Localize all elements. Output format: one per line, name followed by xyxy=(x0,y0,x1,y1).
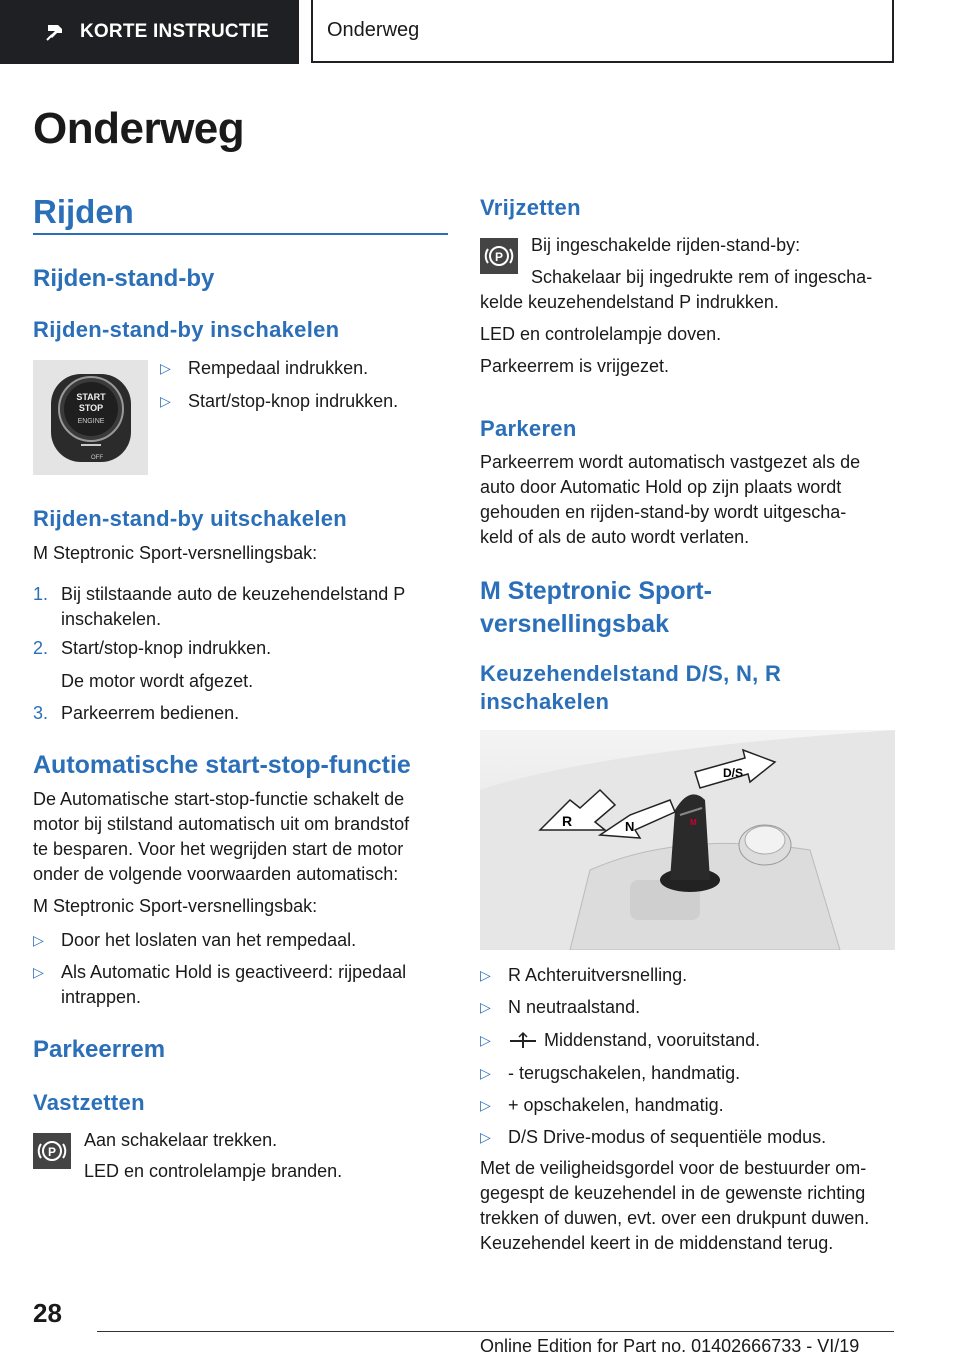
triangle-bullet-icon: ▷ xyxy=(480,1032,491,1048)
vastzetten-line-2: LED en controlelampje branden. xyxy=(84,1161,343,1181)
list-item: 2. Start/stop-knop indrukken. xyxy=(33,638,272,658)
pin-icon xyxy=(44,21,66,43)
button-off-text: OFF xyxy=(91,455,103,461)
list-item: 1. Bij stilstaande auto de keuzehendelstand P inschakelen. xyxy=(33,584,406,629)
parking-brake-icon xyxy=(480,238,518,274)
chapter-tab-label: Onderweg xyxy=(327,19,420,41)
gear-middle-icon xyxy=(508,1031,538,1051)
lever-m-text: M xyxy=(690,818,697,827)
heading-msteptronic: M Steptronic Sport- versnellingsbak xyxy=(480,577,712,638)
button-start-text: START xyxy=(76,392,106,402)
page-number: 28 xyxy=(33,1298,62,1328)
svg-text:R: R xyxy=(562,813,573,829)
button-engine-text: ENGINE xyxy=(77,418,105,425)
triangle-bullet-icon: ▷ xyxy=(33,964,44,980)
list-item: ▷ - terugschakelen, handmatig. xyxy=(480,1061,895,1086)
triangle-bullet-icon: ▷ xyxy=(480,1097,491,1113)
list-item: ▷ Als Automatic Hold is geactiveerd: rijpedaal intrappen. xyxy=(33,960,448,1010)
list-item: ▷ D/S Drive-modus of sequentiële modus. xyxy=(480,1125,895,1150)
triangle-bullet-icon: ▷ xyxy=(33,932,44,948)
list-item: 3. Parkeerrem bedienen. xyxy=(33,703,240,723)
parkeren-text: Parkeerrem wordt automatisch vastgezet als de auto door Automatic Hold op zijn plaats wordt gehouden en rijden-stand-by wordt uitgescha- keld of als de auto wordt verlaten. xyxy=(480,452,861,547)
list-item: ▷ Start/stop-knop indrukken. xyxy=(160,389,450,414)
vrijzetten-line-1: Bij ingeschakelde rijden-stand-by: xyxy=(531,235,801,255)
triangle-bullet-icon: ▷ xyxy=(480,967,491,983)
list-item: ▷ R Achteruitversnelling. xyxy=(480,963,895,988)
heading-vrijzetten: Vrijzetten xyxy=(480,195,581,220)
start-stop-button-image xyxy=(33,360,148,475)
heading-standby-on: Rijden-stand-by inschakelen xyxy=(33,317,340,342)
vrijzetten-line-2: Schakelaar bij ingedrukte rem of ingescha- xyxy=(531,267,873,287)
vastzetten-line-1: Aan schakelaar trekken. xyxy=(84,1130,278,1150)
heading-standby: Rijden-stand-by xyxy=(33,265,215,292)
gear-selector-image xyxy=(480,730,895,950)
standby-off-intro: M Steptronic Sport-versnellingsbak: xyxy=(33,543,318,563)
heading-vastzetten: Vastzetten xyxy=(33,1090,145,1115)
triangle-bullet-icon: ▷ xyxy=(480,1129,491,1145)
list-item: ▷ Rempedaal indrukken. xyxy=(160,356,450,381)
edition-text: Online Edition for Part no. 01402666733 - VI/19 xyxy=(480,1336,860,1356)
button-stop-text: STOP xyxy=(78,403,104,413)
heading-parkeerrem: Parkeerrem xyxy=(33,1036,166,1063)
vrijzetten-cont-1: kelde keuzehendelstand P indrukken. xyxy=(480,292,779,312)
section-rule xyxy=(33,233,448,235)
vrijzetten-cont-2: LED en controlelampje doven. xyxy=(480,324,722,344)
autostop-intro: M Steptronic Sport-versnellingsbak: xyxy=(33,896,318,916)
autostop-text: De Automatische start-stop-functie schakelt de motor bij stilstand automatisch uit om brandstof te besparen. Voor het wegrijden start de motor onder de volgende voorwaarden automatisch: xyxy=(33,789,410,884)
svg-text:N: N xyxy=(625,819,635,834)
heading-parkeren: Parkeren xyxy=(480,416,577,441)
list-item: ▷ N neutraalstand. xyxy=(480,995,895,1020)
svg-text:P: P xyxy=(494,250,504,264)
section-tab[interactable] xyxy=(0,0,299,64)
svg-text:D/S: D/S xyxy=(723,766,744,780)
footer-rule xyxy=(97,1331,894,1332)
heading-autostop: Automatische start-stop-functie xyxy=(33,751,411,779)
list-item: De motor wordt afgezet. xyxy=(61,671,254,691)
vrijzetten-cont-3: Parkeerrem is vrijgezet. xyxy=(480,356,670,376)
heading-keuze: Keuzehendelstand D/S, N, R inschakelen xyxy=(480,661,782,714)
heading-rijden: Rijden xyxy=(33,193,134,230)
closing-text: Met de veiligheidsgordel voor de bestuurder om- gegespt de keuzehendel in de gewenste richting trekken of duwen, evt. over een drukpunt duwen. Keuzehendel keert in de middenstand terug. xyxy=(480,1158,870,1253)
list-item: ▷ + opschakelen, handmatig. xyxy=(480,1093,895,1118)
heading-standby-off: Rijden-stand-by uitschakelen xyxy=(33,506,348,531)
list-item: ▷ Door het loslaten van het rempedaal. xyxy=(33,928,448,953)
svg-text:P: P xyxy=(47,1145,57,1159)
parking-brake-icon xyxy=(33,1133,71,1169)
triangle-bullet-icon: ▷ xyxy=(160,393,171,409)
header-bar xyxy=(0,0,960,66)
section-tab-label: KORTE INSTRUCTIE xyxy=(80,21,269,42)
chapter-tab[interactable] xyxy=(311,0,894,63)
triangle-bullet-icon: ▷ xyxy=(480,999,491,1015)
triangle-bullet-icon: ▷ xyxy=(480,1065,491,1081)
page-title: Onderweg xyxy=(33,104,245,153)
list-item: ▷ Middenstand, vooruitstand. xyxy=(480,1028,895,1053)
triangle-bullet-icon: ▷ xyxy=(160,360,171,376)
